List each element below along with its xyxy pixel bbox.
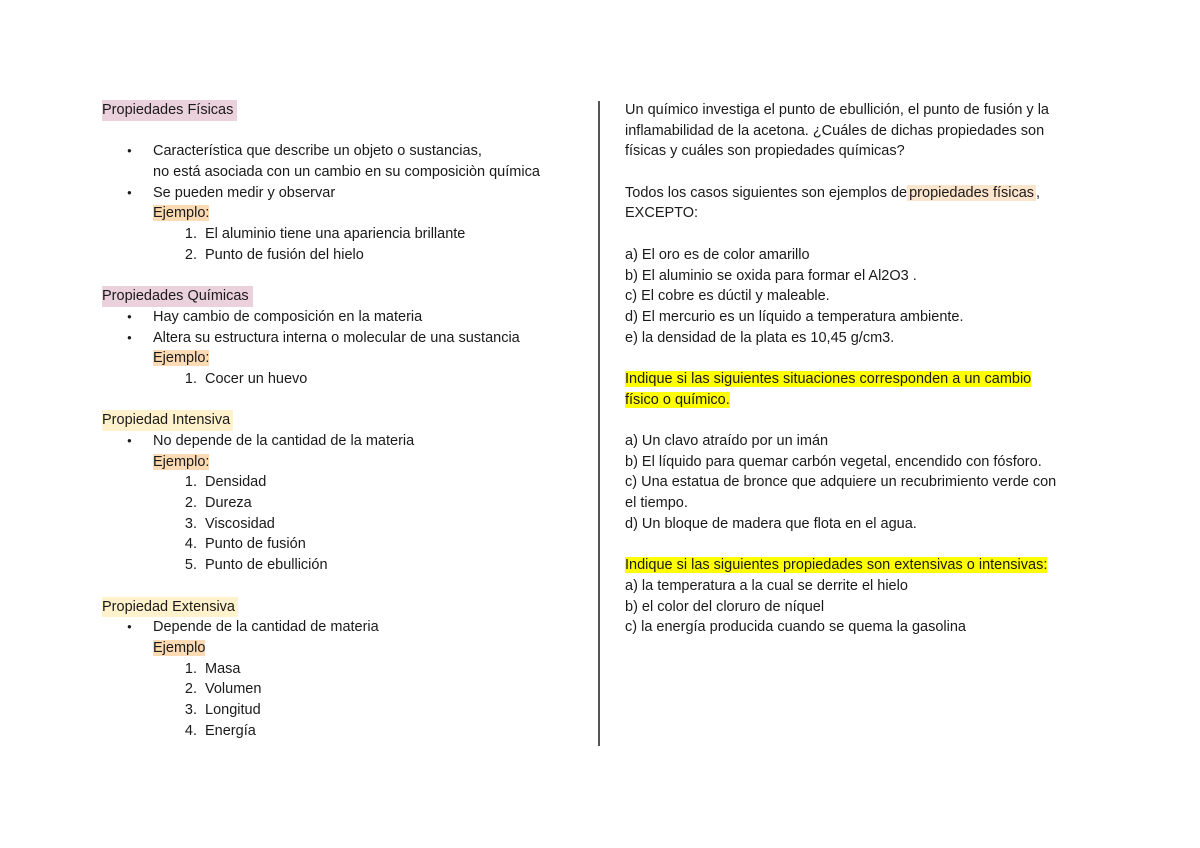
bullet-item: ● Depende de la cantidad de materia [102,617,592,638]
bullet-item: ● Hay cambio de composición en la materia [102,307,592,328]
ejemplo-label: Ejemplo: [153,350,210,367]
ejemplo-label: Ejemplo: [153,205,210,222]
question-3-title: físico o químico. [625,391,730,408]
ejemplo-label: Ejemplo [153,639,206,656]
section-title-extensiva: Propiedad Extensiva [102,597,238,618]
section-title-intensiva: Propiedad Intensiva [102,410,233,431]
section-title-fisicas: Propiedades Físicas [102,100,237,121]
option-item: el tiempo. [625,495,688,512]
question-2-line: Todos los casos siguientes son ejemplos de propiedades físicas , [625,184,1041,201]
bullet-item: ● No depende de la cantidad de la materia [102,431,592,452]
numbered-item: 1. El aluminio tiene una apariencia brillante [184,226,466,243]
option-item: a) la temperatura a la cual se derrite el hielo [625,577,908,594]
bullet-item: ● Se pueden medir y observar [102,183,592,204]
numbered-item: 3. Longitud [184,701,261,718]
numbered-item: 2. Dureza [184,495,252,512]
option-item: c) Una estatua de bronce que adquiere un recubrimiento verde con [625,474,1057,491]
bullet-item: ● Altera su estructura interna o molecular de una sustancia [102,328,592,349]
question-1-line: físicas y cuáles son propiedades químicas? [625,143,905,160]
numbered-item: 4. Punto de fusión [184,536,306,553]
numbered-item: 1. Cocer un huevo [184,370,308,387]
left-column [102,100,592,741]
option-item: d) Un bloque de madera que flota en el agua. [625,515,917,532]
ejemplo-label: Ejemplo: [153,453,210,470]
numbered-item: 1. Masa [184,660,241,677]
option-item: b) El líquido para quemar carbón vegetal, encendido con fósforo. [625,453,1042,470]
question-3-title: Indique si las siguientes situaciones corresponden a un cambio [625,370,1032,387]
option-item: a) El oro es de color amarillo [625,246,810,263]
question-1-line: Un químico investiga el punto de ebullición, el punto de fusión y la [625,102,1049,118]
option-item: c) El cobre es dúctil y maleable. [625,288,830,305]
numbered-item: 1. Densidad [184,474,267,491]
bullet-item: ● Característica que describe un objeto o sustancias, [102,141,592,162]
option-item: a) Un clavo atraído por un imán [625,433,829,449]
option-item: d) El mercurio es un líquido a temperatura ambiente. [625,308,964,325]
numbered-item: 4. Energía [184,722,256,739]
column-divider [598,101,600,746]
right-column [625,100,1105,638]
section-title-quimicas: Propiedades Químicas [102,286,253,307]
numbered-item: 2. Volumen [184,681,262,698]
numbered-item: 3. Viscosidad [184,515,275,532]
option-item: c) la energía producida cuando se quema la gasolina [625,619,966,636]
question-1-line: inflamabilidad de la acetona. ¿Cuáles de dichas propiedades son [625,122,1045,139]
bullet-continuation: no está asociada con un cambio en su composiciòn química [153,164,540,181]
numbered-item: 2. Punto de fusión del hielo [184,246,364,263]
question-2-line: EXCEPTO: [625,205,699,222]
question-4-title: Indique si las siguientes propiedades son extensivas o intensivas: [625,557,1048,574]
option-item: b) El aluminio se oxida para formar el Al2O3 . [625,267,917,284]
numbered-item: 5. Punto de ebullición [184,557,328,574]
option-item: e) la densidad de la plata es 10,45 g/cm3. [625,329,895,346]
highlight-propiedades-fisicas: propiedades físicas [909,184,1035,201]
option-item: b) el color del cloruro de níquel [625,598,825,615]
